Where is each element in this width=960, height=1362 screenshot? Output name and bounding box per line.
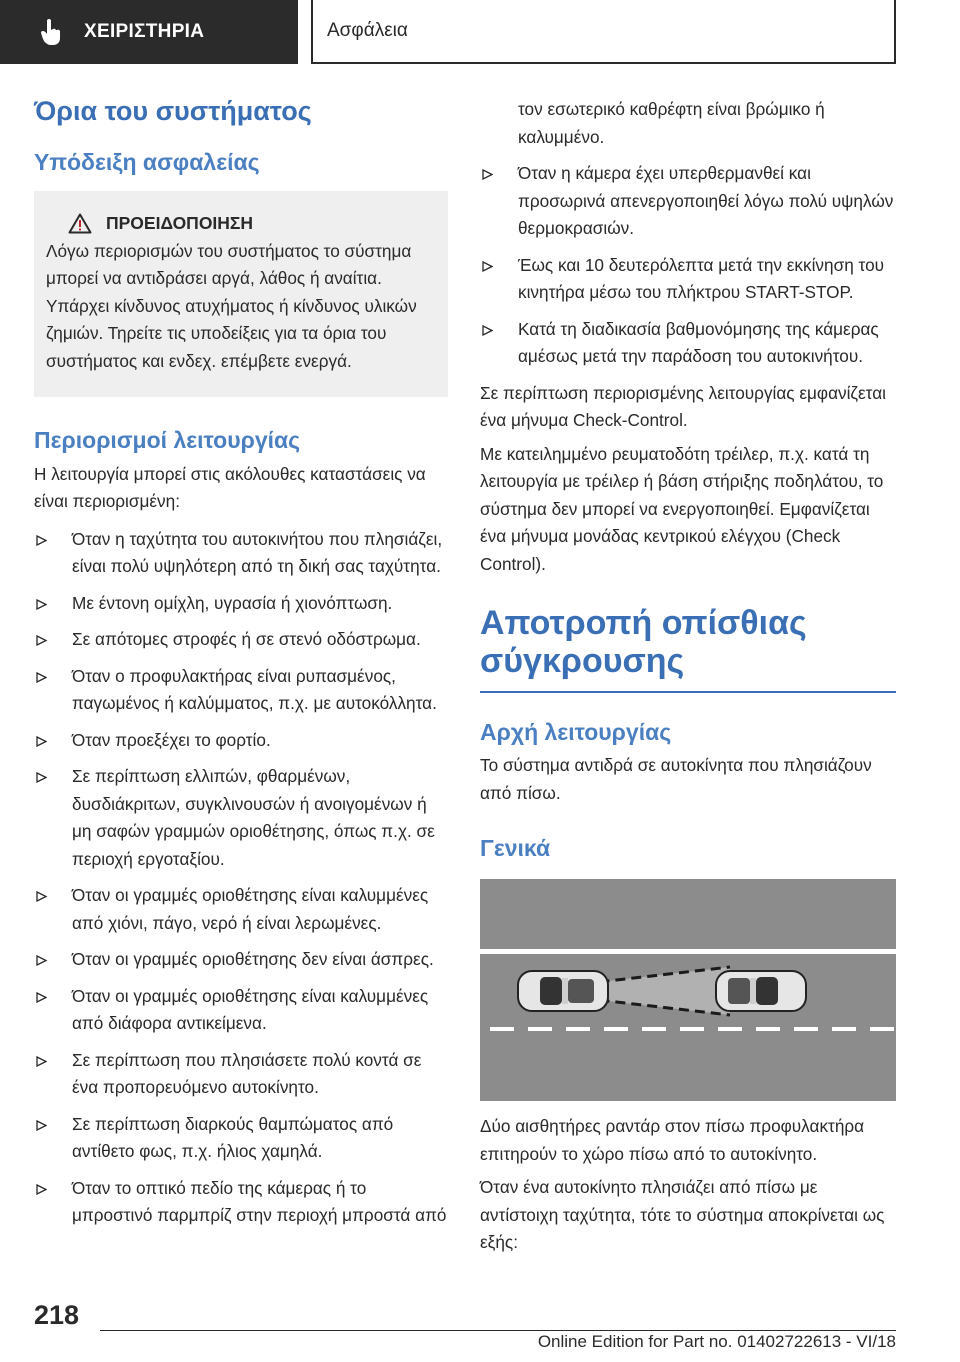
section-tab-label: ΧΕΙΡΙΣΤΗΡΙΑ bbox=[84, 21, 205, 42]
list-item: Σε απότομες στροφές ή σε στενό οδόστρωμα. bbox=[34, 626, 448, 654]
left-column bbox=[34, 96, 448, 1239]
triangle-bullet-icon bbox=[36, 1184, 47, 1195]
list-item: Όταν οι γραμμές οριοθέτησης είναι καλυμμένες από χιόνι, πάγο, νερό ή είναι λερωμένες. bbox=[34, 882, 448, 937]
triangle-bullet-icon bbox=[36, 891, 47, 902]
list-item-continued: τον εσωτερικό καθρέφτη είναι βρώμικο ή καλυμμένο. bbox=[518, 99, 825, 147]
limits-list bbox=[34, 526, 448, 1230]
triangle-bullet-icon bbox=[36, 992, 47, 1003]
limits-heading: Περιορισμοί λειτουργίας bbox=[34, 427, 301, 454]
hand-pointer-icon bbox=[40, 18, 62, 46]
limits-intro: Η λειτουργία μπορεί στις ακόλουθες καταστάσεις να είναι περιορισμένη: bbox=[34, 463, 426, 512]
limited-function-text: Σε περίπτωση περιορισμένης λειτουργίας εμφανίζεται ένα μήνυμα Check-Control. bbox=[480, 382, 886, 430]
list-item: Έως και 10 δευτερόλεπτα μετά την εκκίνηση του κινητήρα μέσω του πλήκτρου START-STOP. bbox=[480, 252, 896, 307]
warning-triangle-icon bbox=[68, 213, 92, 234]
principle-heading: Αρχή λειτουργίας bbox=[480, 718, 672, 745]
sensor-text: Δύο αισθητήρες ραντάρ στον πίσω προφυλακτήρα επιτηρούν το χώρο πίσω από το αυτοκίνητο. bbox=[480, 1116, 865, 1164]
triangle-bullet-icon bbox=[36, 736, 47, 747]
list-item: Κατά τη διαδικασία βαθμονόμησης της κάμερας αμέσως μετά την παράδοση του αυτοκινήτου. bbox=[480, 316, 896, 371]
footer-divider bbox=[100, 1330, 896, 1331]
list-item: Όταν οι γραμμές οριοθέτησης δεν είναι άσπρες. bbox=[34, 946, 448, 974]
list-item: Όταν ο προφυλακτήρας είναι ρυπασμένος, παγωμένος ή καλύμματος, π.χ. με αυτοκόλλητα. bbox=[34, 663, 448, 718]
list-item: Σε περίπτωση ελλιπών, φθαρμένων, δυσδιάκριτων, συγκλινουσών ή ανοιγομένων ή μη σαφών γραμμών οριοθέτησης, όπως π.χ. σε περιοχή εργοταξίου. bbox=[34, 763, 448, 873]
chapter-tab[interactable] bbox=[311, 0, 896, 64]
continued-list bbox=[480, 96, 896, 371]
rear-collision-heading: Αποτροπή οπίσθιας σύγκρουσης bbox=[480, 604, 896, 693]
section-tab[interactable] bbox=[0, 0, 298, 64]
triangle-bullet-icon bbox=[482, 169, 493, 180]
list-item: Σε περίπτωση διαρκούς θαμπώματος από αντίθετο φως, π.χ. ήλιος χαμηλά. bbox=[34, 1111, 448, 1166]
warning-title: ΠΡΟΕΙΔΟΠΟΙΗΣΗ bbox=[106, 212, 254, 233]
section-title: Όρια του συστήματος bbox=[34, 96, 312, 126]
triangle-bullet-icon bbox=[36, 599, 47, 610]
page-number: 218 bbox=[34, 1300, 80, 1330]
chapter-tab-label: Ασφάλεια bbox=[327, 20, 408, 41]
trailer-text: Με κατειλημμένο ρευματοδότη τρέιλερ, π.χ. κατά τη λειτουργία με τρέιλερ ή βάση στήριξης ποδηλάτου, το σύστημα δεν μπορεί να ενεργοποιηθεί. Εμφανίζεται ένα μήνυμα μονάδας κεντρικού ελέγχου (Check Control). bbox=[480, 443, 884, 574]
general-heading: Γενικά bbox=[480, 835, 551, 862]
triangle-bullet-icon bbox=[36, 535, 47, 546]
list-item: Όταν το οπτικό πεδίο της κάμερας ή το μπροστινό παρμπρίζ στην περιοχή μπροστά από bbox=[34, 1175, 448, 1230]
warning-header bbox=[46, 213, 436, 234]
list-item: Σε περίπτωση που πλησιάσετε πολύ κοντά σε ένα προπορευόμενο αυτοκίνητο. bbox=[34, 1047, 448, 1102]
triangle-bullet-icon bbox=[36, 1056, 47, 1067]
warning-text: Λόγω περιορισμών του συστήματος το σύστημα μπορεί να αντιδράσει αργά, λάθος ή αναίτια. Υπάρχει κίνδυνος ατυχήματος ή κίνδυνος υλικών ζημιών. Τηρείτε τις υποδείξεις για τα όρια του συστήματος και ενδεχ. επέμβετε ενεργά. bbox=[46, 240, 417, 371]
safety-subtitle: Υπόδειξη ασφαλείας bbox=[34, 149, 260, 176]
radar-illustration bbox=[480, 879, 896, 1101]
triangle-bullet-icon bbox=[482, 325, 493, 336]
triangle-bullet-icon bbox=[36, 772, 47, 783]
list-item: Όταν η ταχύτητα του αυτοκινήτου που πλησιάζει, είναι πολύ υψηλότερη από τη δική σας ταχύτητα. bbox=[34, 526, 448, 581]
triangle-bullet-icon bbox=[36, 955, 47, 966]
warning-box bbox=[34, 191, 448, 398]
principle-text: Το σύστημα αντιδρά σε αυτοκίνητα που πλησιάζουν από πίσω. bbox=[480, 755, 872, 803]
edition-text: Online Edition for Part no. 01402722613 - VI/18 bbox=[537, 1332, 896, 1351]
list-item: Όταν η κάμερα έχει υπερθερμανθεί και προσωρινά απενεργοποιηθεί λόγω πολύ υψηλών θερμοκρασιών. bbox=[480, 160, 896, 243]
triangle-bullet-icon bbox=[482, 261, 493, 272]
triangle-bullet-icon bbox=[36, 1120, 47, 1131]
triangle-bullet-icon bbox=[36, 672, 47, 683]
triangle-bullet-icon bbox=[36, 635, 47, 646]
list-item: Όταν προεξέχει το φορτίο. bbox=[34, 727, 448, 755]
approach-text: Όταν ένα αυτοκίνητο πλησιάζει από πίσω με αντίστοιχη ταχύτητα, τότε το σύστημα αποκρίνεται ως εξής: bbox=[480, 1177, 885, 1252]
list-item: Με έντονη ομίχλη, υγρασία ή χιονόπτωση. bbox=[34, 590, 448, 618]
page-header bbox=[0, 0, 960, 66]
list-item: Όταν οι γραμμές οριοθέτησης είναι καλυμμένες από διάφορα αντικείμενα. bbox=[34, 983, 448, 1038]
right-column bbox=[480, 96, 896, 1263]
